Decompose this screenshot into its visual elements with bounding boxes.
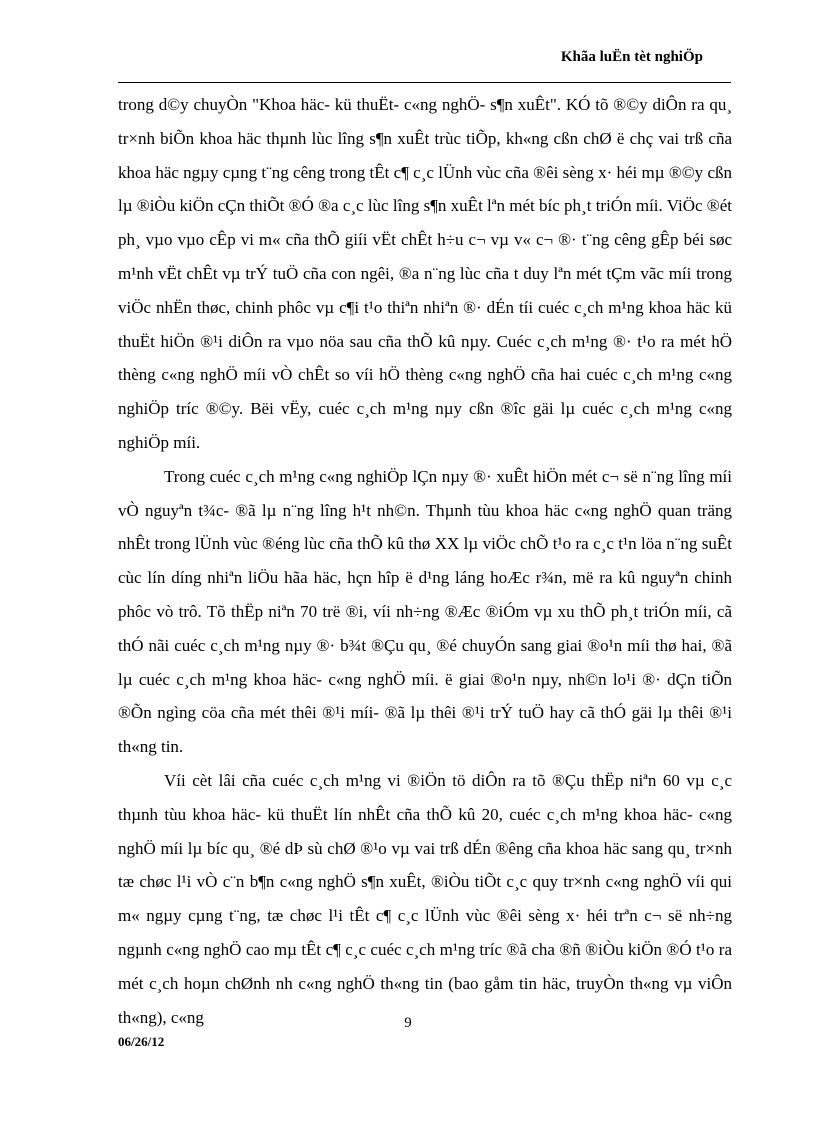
header-divider — [118, 82, 731, 83]
document-body — [118, 88, 732, 1034]
page-number: 9 — [404, 1015, 412, 1031]
body-paragraph: trong d©y chuyÒn "Khoa häc- kü thuËt- c«ng nghÖ- s¶n xuÊt". KÓ tõ ®©y diÔn ra qu¸ tr×nh biÕn khoa häc thµnh lùc lîng s¶n xuÊt trùc tiÕp, kh«ng cßn chØ ë chç vai trß cña khoa häc ngµy cµng t¨ng cêng trong tÊt c¶ c¸c lÜnh vùc cña ®êi sèng x· héi mµ ®©y cßn lµ ®iÒu kiÖn cÇn thiÕt ®Ó ®a c¸c lùc lîng s¶n xuÊt lªn mét bíc ph¸t triÓn míi. ViÖc ®ét ph¸ vµo vµo cÊp vi m« cña thÕ giíi vËt chÊt h÷u c¬ vµ v« c¬ ®· t¨ng cêng gÊp béi søc m¹nh vËt chÊt vµ trÝ tuÖ cña con ngêi, ®a n¨ng lùc cña t duy lªn mét tÇm vãc míi trong viÖc nhËn thøc, chinh phôc vµ c¶i t¹o thiªn nhiªn ®· dÉn tíi cuéc c¸ch m¹ng khoa häc kü thuËt hiÖn ®¹i diÔn ra vµo nöa sau cña thÕ kû nµy. Cuéc c¸ch m¹ng ®· t¹o ra mét hÖ thèng c«ng nghÖ míi vÒ chÊt so víi hÖ thèng c«ng nghÖ cña hai cuéc c¸ch m¹ng c«ng nghiÖp tríc ®©y. Bëi vËy, cuéc c¸ch m¹ng nµy cßn ®îc gäi lµ cuéc c¸ch m¹ng c«ng nghiÖp míi. — [118, 95, 732, 452]
body-paragraph: Trong cuéc c¸ch m¹ng c«ng nghiÖp lÇn nµy ®· xuÊt hiÖn mét c¬ së n¨ng lîng míi vÒ nguyªn t¾c- ®ã lµ n¨ng lîng h¹t nh©n. Thµnh tùu khoa häc c«ng nghÖ quan träng nhÊt trong lÜnh vùc ®éng lùc cña thÕ kû thø XX lµ viÖc chÕ t¹o ra c¸c t¹n löa n¨ng suÊt cùc lín díng nhiªn liÖu hãa häc, hçn hîp ë d¹ng láng hoÆc r¾n, më ra kû nguyªn chinh phôc vò trô. Tõ thËp niªn 70 trë ®i, víi nh÷ng ®Æc ®iÓm vµ xu thÕ ph¸t triÓn míi, cã thÓ nãi cuéc c¸ch m¹ng nµy ®· b¾t ®Çu qu¸ ®é chuyÓn sang giai ®o¹n míi thø hai, ®ã lµ cuéc c¸ch m¹ng khoa häc- c«ng nghÖ míi. ë giai ®o¹n nµy, nh©n lo¹i ®· dÇn tiÕn ®Õn ngìng cöa cña mét thêi ®¹i míi- ®ã lµ thêi ®¹i trÝ tuÖ hay cã thÓ gäi lµ thêi ®¹i th«ng tin. — [118, 466, 732, 757]
running-header-title: Khãa luËn tèt nghiÖp — [560, 49, 703, 65]
body-paragraph: Víi cèt lâi cña cuéc c¸ch m¹ng vi ®iÖn tö diÔn ra tõ ®Çu thËp niªn 60 vµ c¸c thµnh tùu khoa häc- kü thuËt lín nhÊt cña thÕ kû 20, cuéc c¸ch m¹ng khoa häc- c«ng nghÖ míi lµ bíc qu¸ ®é dÞ sù chØ ®¹o vµ vai trß dÉn ®êng cña khoa häc sang qu¸ tr×nh tæ chøc l¹i vÒ c¨n b¶n c«ng nghÖ s¶n xuÊt, ®iÒu tiÕt c¸c quy tr×nh c«ng nghÖ víi qui m« ngµy cµng t¨ng, tæ chøc l¹i tÊt c¶ c¸c lÜnh vùc ®êi sèng x· héi trªn c¬ së nh÷ng ngµnh c«ng nghÖ cao mµ tÊt c¶ c¸c cuéc c¸ch m¹ng tríc ®ã cha ®ñ ®iÒu kiÖn ®Ó t¹o ra mét c¸ch hoµn chØnh nh c«ng nghÖ th«ng tin (bao gåm tin häc, truyÒn th«ng vµ viÔn th«ng), c«ng — [118, 770, 732, 1027]
footer-date: 06/26/12 — [118, 1034, 165, 1049]
